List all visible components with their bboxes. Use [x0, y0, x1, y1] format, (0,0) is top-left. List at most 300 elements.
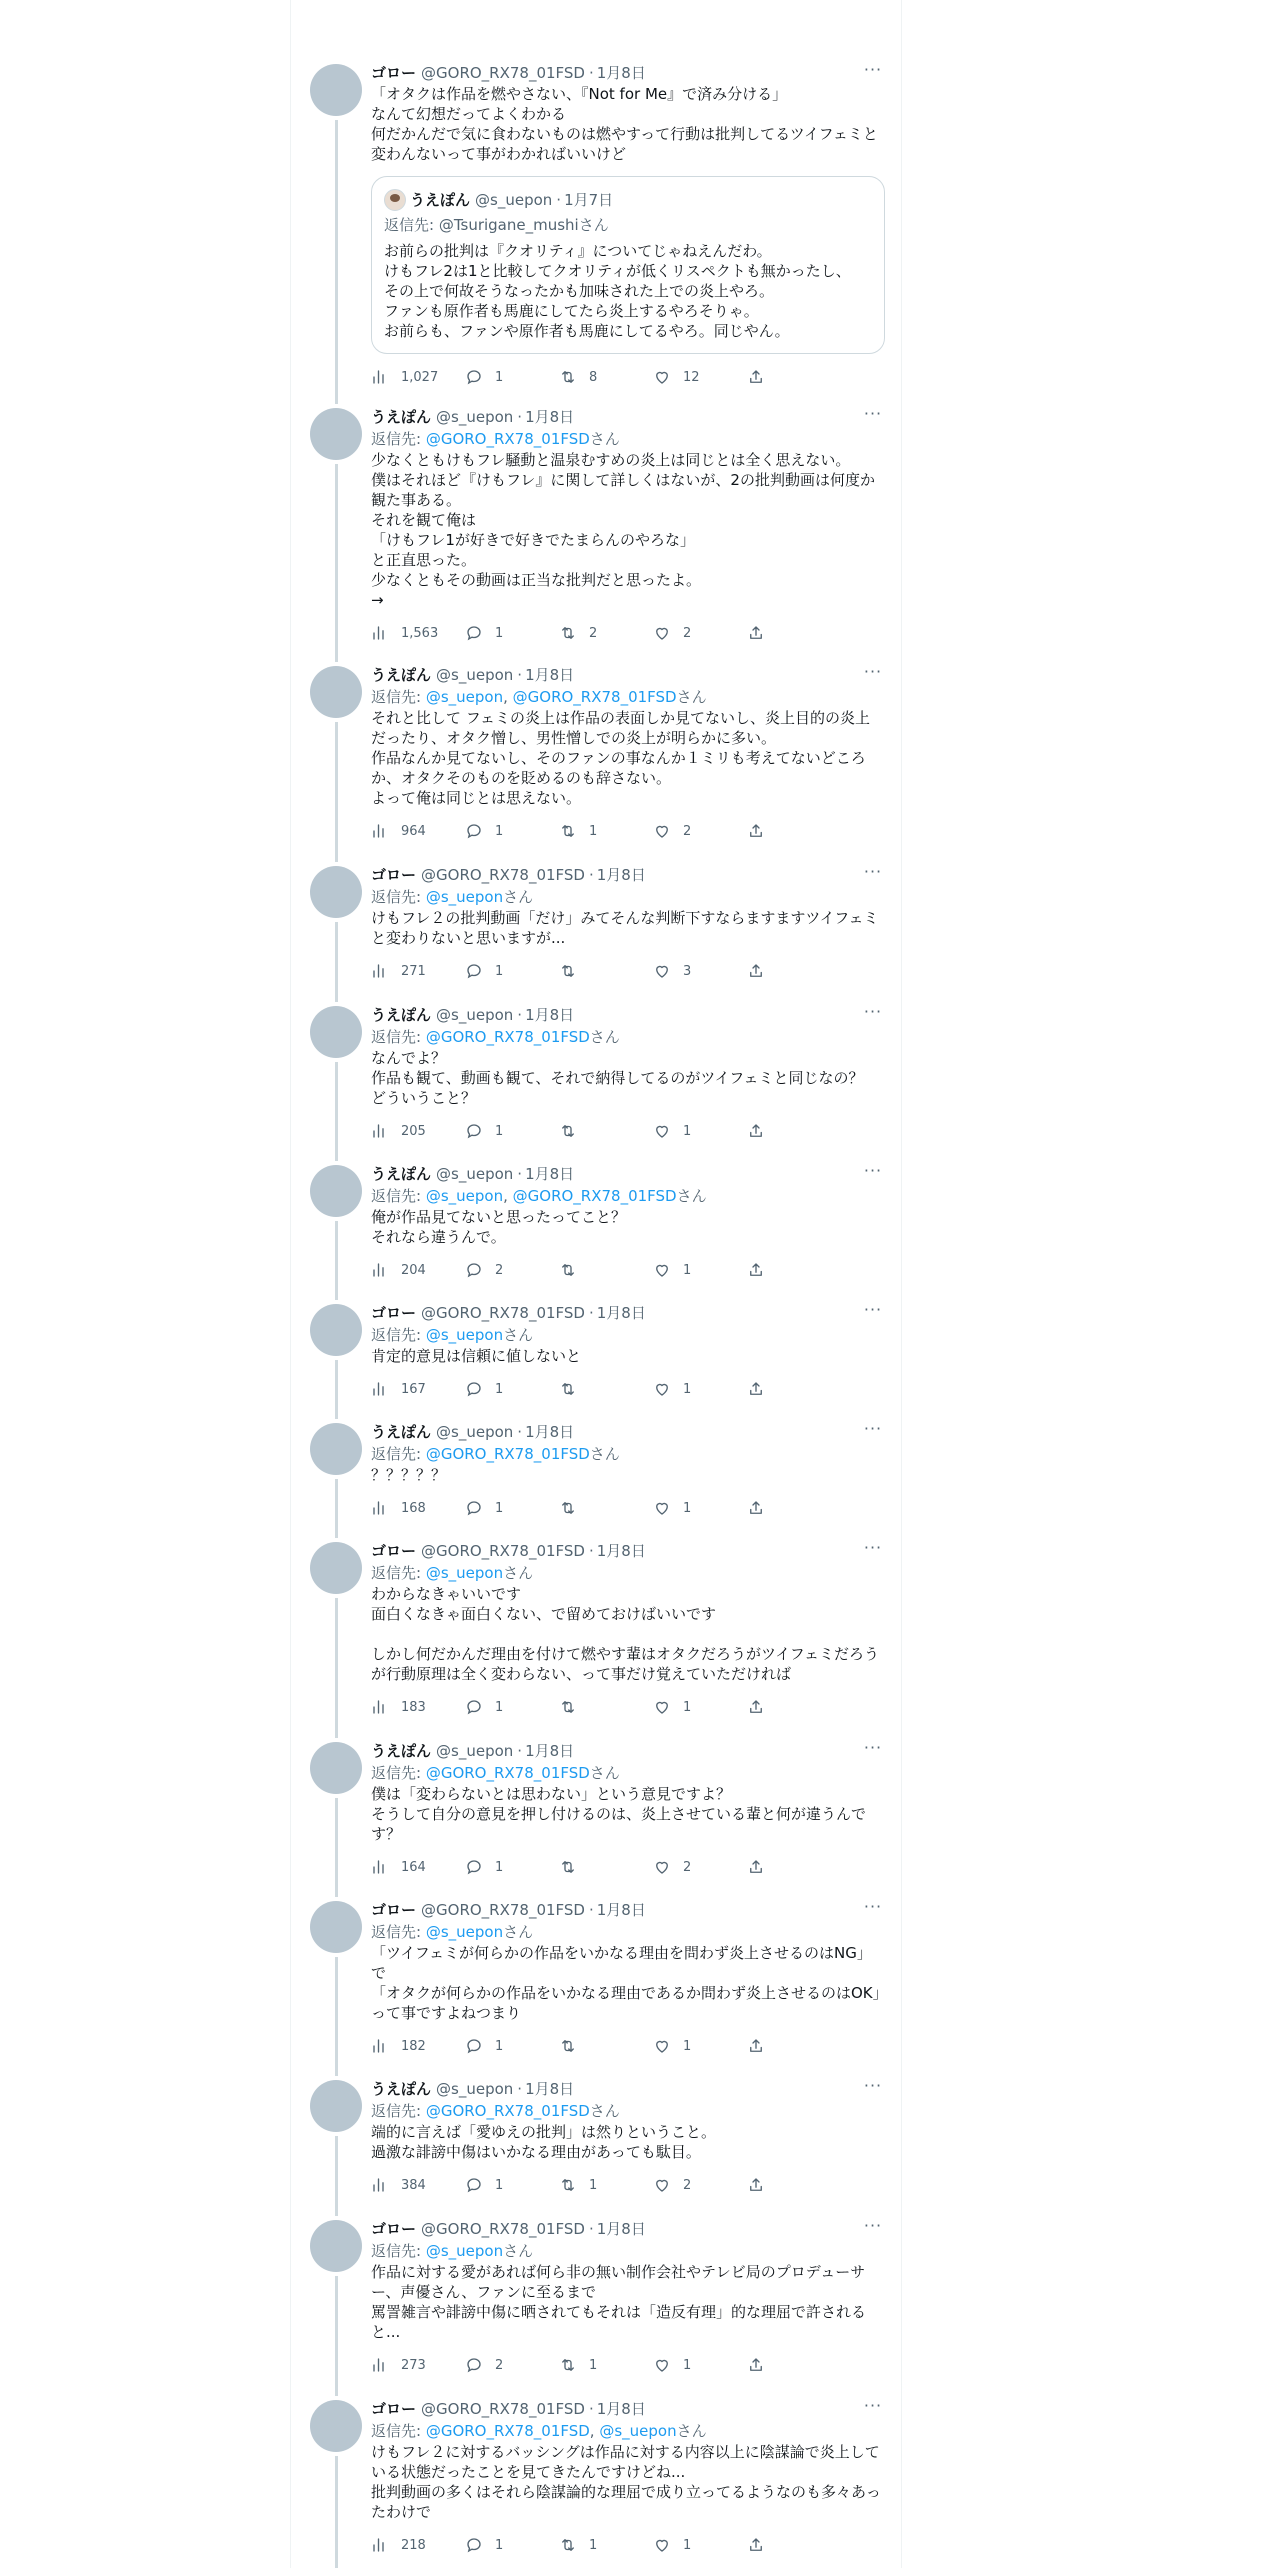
- views-icon[interactable]: [371, 1499, 389, 1517]
- author-name[interactable]: うえぽん: [371, 666, 432, 684]
- avatar[interactable]: [310, 1901, 362, 1953]
- retweet-icon[interactable]: [559, 368, 577, 386]
- quoted-author-name: うえぽん: [410, 191, 471, 209]
- share-action[interactable]: [747, 2176, 777, 2194]
- more-options-icon[interactable]: ···: [863, 1300, 883, 1319]
- share-action[interactable]: [747, 2356, 777, 2374]
- views-icon[interactable]: [371, 822, 389, 840]
- retweet-action[interactable]: [559, 2037, 589, 2055]
- reply-mention[interactable]: @GORO_RX78_01FSD: [425, 430, 590, 448]
- retweet-action[interactable]: [559, 368, 597, 386]
- tweet-time[interactable]: 1月8日: [525, 1423, 575, 1441]
- separator-dot: ·: [588, 1304, 594, 1322]
- reply-icon[interactable]: [465, 962, 483, 980]
- tweet-time[interactable]: 1月8日: [596, 1542, 646, 1560]
- reply-to: [371, 1562, 885, 1584]
- retweet-action[interactable]: [559, 2356, 597, 2374]
- retweet-action[interactable]: [559, 1122, 589, 1140]
- more-options-icon[interactable]: ···: [863, 1161, 883, 1180]
- reply-action[interactable]: [465, 962, 503, 980]
- more-options-icon[interactable]: ···: [863, 1538, 883, 1557]
- like-icon[interactable]: [653, 368, 671, 386]
- reply-separator: ,: [503, 688, 513, 706]
- avatar[interactable]: [310, 64, 362, 116]
- tweet-text: 「ツイフェミが何らかの作品をいかなる理由を問わず炎上させるのはNG」で 「オタクが何らかの作品をいかなる理由であるか問わず炎上させるのはOK」って事ですよねつまり: [371, 1944, 881, 2022]
- reply-mention[interactable]: @GORO_RX78_01FSD: [425, 2422, 590, 2440]
- like-icon[interactable]: [653, 962, 671, 980]
- retweet-action[interactable]: [559, 2536, 597, 2554]
- avatar[interactable]: [310, 2080, 362, 2132]
- views-icon[interactable]: [371, 1122, 389, 1140]
- tweet-content: [371, 1302, 885, 1400]
- reply-to: [371, 686, 885, 708]
- tweet-time[interactable]: 1月8日: [525, 1742, 575, 1760]
- share-icon[interactable]: [747, 1261, 765, 1279]
- reply-icon[interactable]: [465, 2536, 483, 2554]
- share-icon[interactable]: [747, 2037, 765, 2055]
- like-count: 1: [683, 1262, 692, 1278]
- like-icon[interactable]: [653, 2176, 671, 2194]
- views-action[interactable]: [371, 2176, 426, 2194]
- author-name[interactable]: うえぽん: [371, 1423, 432, 1441]
- reply-action[interactable]: [465, 2176, 503, 2194]
- tweet-content: [371, 1540, 885, 1718]
- share-action[interactable]: [747, 962, 777, 980]
- retweet-action[interactable]: [559, 624, 597, 642]
- share-icon[interactable]: [747, 2176, 765, 2194]
- avatar[interactable]: [310, 666, 362, 718]
- reply-icon[interactable]: [465, 2037, 483, 2055]
- reply-action[interactable]: [465, 1122, 503, 1140]
- reply-action[interactable]: [465, 1261, 503, 1279]
- avatar[interactable]: [310, 1542, 362, 1594]
- author-handle[interactable]: @s_uepon: [436, 1006, 514, 1024]
- tweet-time[interactable]: 1月8日: [525, 1165, 575, 1183]
- quoted-tweet[interactable]: [371, 176, 885, 354]
- author-name[interactable]: ゴロー: [371, 64, 417, 82]
- reply-mention[interactable]: @s_uepon: [425, 2242, 504, 2260]
- views-icon[interactable]: [371, 1858, 389, 1876]
- views-action[interactable]: [371, 624, 438, 642]
- tweet[interactable]: [291, 1740, 901, 1878]
- author-name[interactable]: うえぽん: [371, 1165, 432, 1183]
- views-icon[interactable]: [371, 1261, 389, 1279]
- views-icon[interactable]: [371, 1698, 389, 1716]
- reply-mention[interactable]: @s_uepon: [425, 888, 504, 906]
- retweet-action[interactable]: [559, 1380, 589, 1398]
- views-action[interactable]: [371, 1499, 426, 1517]
- reply-prefix: 返信先:: [371, 1028, 426, 1046]
- views-icon[interactable]: [371, 368, 389, 386]
- retweet-action[interactable]: [559, 822, 597, 840]
- like-icon[interactable]: [653, 624, 671, 642]
- avatar[interactable]: [310, 2220, 362, 2272]
- like-count: 3: [683, 963, 692, 979]
- reply-suffix: さん: [589, 1764, 620, 1782]
- avatar[interactable]: [310, 1165, 362, 1217]
- reply-icon[interactable]: [465, 2176, 483, 2194]
- tweet[interactable]: [291, 1004, 901, 1142]
- author-handle[interactable]: @s_uepon: [436, 666, 514, 684]
- reply-to: [371, 1026, 885, 1048]
- reply-mention[interactable]: @s_uepon: [425, 1564, 504, 1582]
- like-action[interactable]: [653, 624, 691, 642]
- more-options-icon[interactable]: ···: [863, 2076, 883, 2095]
- more-options-icon[interactable]: ···: [863, 862, 883, 881]
- share-icon[interactable]: [747, 1698, 765, 1716]
- reply-action[interactable]: [465, 1698, 503, 1716]
- reply-icon[interactable]: [465, 1698, 483, 1716]
- tweet-time[interactable]: 1月8日: [596, 64, 646, 82]
- reply-icon[interactable]: [465, 1858, 483, 1876]
- separator-dot: ·: [517, 2080, 523, 2098]
- views-action[interactable]: [371, 1858, 426, 1876]
- author-handle[interactable]: @GORO_RX78_01FSD: [421, 2400, 585, 2418]
- author-name[interactable]: ゴロー: [371, 1542, 417, 1560]
- tweet[interactable]: [291, 62, 901, 388]
- like-action[interactable]: [653, 2536, 691, 2554]
- tweet-time[interactable]: 1月8日: [525, 408, 575, 426]
- retweet-icon[interactable]: [559, 2356, 577, 2374]
- reply-mention[interactable]: @GORO_RX78_01FSD: [425, 2102, 590, 2120]
- tweet-content: [371, 62, 885, 388]
- separator-dot: ·: [517, 1423, 523, 1441]
- reply-action[interactable]: [465, 2356, 503, 2374]
- tweet-text: 端的に言えば「愛ゆえの批判」は然りということ。 過激な誹謗中傷はいかなる理由があっても駄目。: [371, 2123, 717, 2161]
- author-handle[interactable]: @GORO_RX78_01FSD: [421, 1901, 585, 1919]
- share-icon[interactable]: [747, 1499, 765, 1517]
- quoted-header: [384, 189, 872, 211]
- avatar[interactable]: [310, 2400, 362, 2452]
- tweet[interactable]: [291, 1540, 901, 1718]
- reply-mention[interactable]: @s_uepon: [425, 1326, 504, 1344]
- like-action[interactable]: [653, 1261, 691, 1279]
- like-icon[interactable]: [653, 2536, 671, 2554]
- tweet-text: けもフレ２の批判動画「だけ」みてそんな判断下すならますますツイフェミと変わりないと思いますが...: [371, 909, 879, 947]
- share-action[interactable]: [747, 1499, 777, 1517]
- retweet-icon[interactable]: [559, 1698, 577, 1716]
- views-icon[interactable]: [371, 2356, 389, 2374]
- author-handle[interactable]: @GORO_RX78_01FSD: [421, 1304, 585, 1322]
- author-handle[interactable]: @s_uepon: [436, 1742, 514, 1760]
- author-handle[interactable]: @GORO_RX78_01FSD: [421, 1542, 585, 1560]
- author-name[interactable]: ゴロー: [371, 2400, 417, 2418]
- author-name[interactable]: うえぽん: [371, 1742, 432, 1760]
- views-action[interactable]: [371, 1122, 426, 1140]
- like-action[interactable]: [653, 962, 691, 980]
- like-action[interactable]: [653, 1380, 691, 1398]
- author-handle[interactable]: @GORO_RX78_01FSD: [421, 64, 585, 82]
- author-name[interactable]: うえぽん: [371, 2080, 432, 2098]
- reply-prefix: 返信先:: [371, 430, 426, 448]
- like-icon[interactable]: [653, 1499, 671, 1517]
- tweet-time[interactable]: 1月8日: [596, 866, 646, 884]
- like-action[interactable]: [653, 2356, 691, 2374]
- views-action[interactable]: [371, 2037, 426, 2055]
- share-action[interactable]: [747, 1858, 777, 1876]
- reply-action[interactable]: [465, 2536, 503, 2554]
- like-action[interactable]: [653, 1698, 691, 1716]
- retweet-action[interactable]: [559, 1698, 589, 1716]
- share-action[interactable]: [747, 822, 777, 840]
- retweet-action[interactable]: [559, 1858, 589, 1876]
- like-action[interactable]: [653, 2037, 691, 2055]
- retweet-action[interactable]: [559, 2176, 597, 2194]
- like-count: 2: [683, 625, 692, 641]
- reply-action[interactable]: [465, 822, 503, 840]
- more-options-icon[interactable]: ···: [863, 404, 883, 423]
- author-name[interactable]: ゴロー: [371, 1304, 417, 1322]
- reply-count: 1: [495, 2537, 504, 2553]
- tweet[interactable]: [291, 1302, 901, 1400]
- more-options-icon[interactable]: ···: [863, 60, 883, 79]
- retweet-icon[interactable]: [559, 962, 577, 980]
- retweet-icon[interactable]: [559, 1380, 577, 1398]
- retweet-icon[interactable]: [559, 2176, 577, 2194]
- tweet[interactable]: [291, 864, 901, 982]
- views-action[interactable]: [371, 1261, 426, 1279]
- avatar[interactable]: [310, 1742, 362, 1794]
- tweet-content: [371, 1421, 885, 1519]
- views-action[interactable]: [371, 1380, 426, 1398]
- author-handle[interactable]: @GORO_RX78_01FSD: [421, 2220, 585, 2238]
- share-action[interactable]: [747, 1380, 777, 1398]
- share-icon[interactable]: [747, 822, 765, 840]
- share-icon[interactable]: [747, 1380, 765, 1398]
- reply-suffix: さん: [503, 1326, 534, 1344]
- like-action[interactable]: [653, 822, 691, 840]
- tweet-time[interactable]: 1月8日: [596, 2400, 646, 2418]
- views-count: 183: [401, 1699, 426, 1715]
- reply-count: 1: [495, 823, 504, 839]
- reply-icon[interactable]: [465, 1499, 483, 1517]
- like-icon[interactable]: [653, 1858, 671, 1876]
- like-action[interactable]: [653, 2176, 691, 2194]
- reply-action[interactable]: [465, 2037, 503, 2055]
- retweet-action[interactable]: [559, 1499, 589, 1517]
- share-icon[interactable]: [747, 2356, 765, 2374]
- views-icon[interactable]: [371, 624, 389, 642]
- avatar[interactable]: [310, 1006, 362, 1058]
- tweet-header: [371, 2398, 885, 2420]
- reply-prefix: 返信先:: [371, 1445, 426, 1463]
- more-options-icon[interactable]: ···: [863, 1738, 883, 1757]
- author-handle[interactable]: @s_uepon: [436, 2080, 514, 2098]
- views-icon[interactable]: [371, 962, 389, 980]
- share-action[interactable]: [747, 624, 777, 642]
- share-action[interactable]: [747, 1122, 777, 1140]
- views-action[interactable]: [371, 822, 426, 840]
- author-name[interactable]: ゴロー: [371, 2220, 417, 2238]
- reply-prefix: 返信先:: [371, 1764, 426, 1782]
- avatar[interactable]: [310, 1423, 362, 1475]
- share-action[interactable]: [747, 1261, 777, 1279]
- avatar[interactable]: [310, 1304, 362, 1356]
- share-icon[interactable]: [747, 1858, 765, 1876]
- tweet-text: 少なくともけもフレ騒動と温泉むすめの炎上は同じとは全く思えない。 僕はそれほど『けもフレ』に関して詳しくはないが、2の批判動画は何度か観た事ある。 それを観て俺は 「けもフレ1が好きで好きでたまらんのやろな」 と正直思った。 少なくともその動画は正当な批判だと思ったよ。 →: [371, 451, 875, 609]
- reply-action[interactable]: [465, 1499, 503, 1517]
- reply-icon[interactable]: [465, 1261, 483, 1279]
- retweet-icon[interactable]: [559, 1122, 577, 1140]
- tweet[interactable]: [291, 1899, 901, 2057]
- reply-count: 1: [495, 963, 504, 979]
- tweet-time[interactable]: 1月8日: [525, 2080, 575, 2098]
- like-icon[interactable]: [653, 2037, 671, 2055]
- reply-suffix: さん: [676, 1187, 707, 1205]
- reply-mention[interactable]: @GORO_RX78_01FSD: [425, 1028, 590, 1046]
- reply-action[interactable]: [465, 624, 503, 642]
- author-handle[interactable]: @GORO_RX78_01FSD: [421, 866, 585, 884]
- views-icon[interactable]: [371, 2176, 389, 2194]
- reply-mention[interactable]: @GORO_RX78_01FSD: [512, 1187, 677, 1205]
- like-icon[interactable]: [653, 1122, 671, 1140]
- reply-icon[interactable]: [465, 624, 483, 642]
- like-icon[interactable]: [653, 1380, 671, 1398]
- tweet-content: [371, 406, 885, 644]
- action-bar: [371, 2035, 885, 2057]
- action-bar: [371, 960, 885, 982]
- reply-mention[interactable]: @s_uepon: [425, 1923, 504, 1941]
- reply-icon[interactable]: [465, 1122, 483, 1140]
- tweet[interactable]: [291, 664, 901, 842]
- author-name[interactable]: ゴロー: [371, 866, 417, 884]
- reply-count: 2: [495, 1262, 504, 1278]
- more-options-icon[interactable]: ···: [863, 1897, 883, 1916]
- share-icon[interactable]: [747, 1122, 765, 1140]
- reply-icon[interactable]: [465, 368, 483, 386]
- tweet[interactable]: [291, 1421, 901, 1519]
- reply-action[interactable]: [465, 1380, 503, 1398]
- reply-to: [371, 2420, 885, 2442]
- views-action[interactable]: [371, 368, 438, 386]
- tweet-content: [371, 1899, 885, 2057]
- like-action[interactable]: [653, 368, 700, 386]
- retweet-icon[interactable]: [559, 1261, 577, 1279]
- author-handle[interactable]: @s_uepon: [436, 1165, 514, 1183]
- retweet-icon[interactable]: [559, 1499, 577, 1517]
- share-icon[interactable]: [747, 368, 765, 386]
- reply-suffix: さん: [503, 1564, 534, 1582]
- action-bar: [371, 1120, 885, 1142]
- views-action[interactable]: [371, 2356, 426, 2374]
- reply-mention[interactable]: @s_uepon: [425, 1187, 504, 1205]
- views-action[interactable]: [371, 1698, 426, 1716]
- like-count: 1: [683, 1500, 692, 1516]
- more-options-icon[interactable]: ···: [863, 1419, 883, 1438]
- tweet-text: 俺が作品見てないと思ったってこと？ それなら違うんで。: [371, 1208, 627, 1246]
- share-icon[interactable]: [747, 624, 765, 642]
- share-action[interactable]: [747, 2536, 777, 2554]
- like-icon[interactable]: [653, 2356, 671, 2374]
- tweet[interactable]: [291, 2398, 901, 2556]
- reply-suffix: さん: [589, 430, 620, 448]
- share-action[interactable]: [747, 2037, 777, 2055]
- share-action[interactable]: [747, 368, 777, 386]
- more-options-icon[interactable]: ···: [863, 1002, 883, 1021]
- retweet-icon[interactable]: [559, 1858, 577, 1876]
- tweet-header: [371, 2078, 885, 2100]
- retweet-icon[interactable]: [559, 2536, 577, 2554]
- like-action[interactable]: [653, 1858, 691, 1876]
- tweet-time[interactable]: 1月8日: [596, 1901, 646, 1919]
- reply-prefix: 返信先:: [371, 2102, 426, 2120]
- share-icon[interactable]: [747, 962, 765, 980]
- views-action[interactable]: [371, 2536, 426, 2554]
- author-handle[interactable]: @s_uepon: [436, 1423, 514, 1441]
- reply-mention[interactable]: @GORO_RX78_01FSD: [425, 1445, 590, 1463]
- share-icon[interactable]: [747, 2536, 765, 2554]
- more-options-icon[interactable]: ···: [863, 2216, 883, 2235]
- tweet[interactable]: [291, 406, 901, 644]
- like-action[interactable]: [653, 1122, 691, 1140]
- author-handle[interactable]: @s_uepon: [436, 408, 514, 426]
- author-name[interactable]: うえぽん: [371, 1006, 432, 1024]
- more-options-icon[interactable]: ···: [863, 2396, 883, 2415]
- views-icon[interactable]: [371, 2536, 389, 2554]
- reply-prefix: 返信先:: [371, 1564, 426, 1582]
- reply-separator: ,: [503, 1187, 513, 1205]
- views-icon[interactable]: [371, 1380, 389, 1398]
- views-count: 1,563: [401, 625, 439, 641]
- reply-icon[interactable]: [465, 1380, 483, 1398]
- retweet-icon[interactable]: [559, 822, 577, 840]
- author-name[interactable]: ゴロー: [371, 1901, 417, 1919]
- retweet-action[interactable]: [559, 962, 589, 980]
- views-count: 164: [401, 1859, 426, 1875]
- more-options-icon[interactable]: ···: [863, 662, 883, 681]
- tweet-content: [371, 1740, 885, 1878]
- retweet-action[interactable]: [559, 1261, 589, 1279]
- reply-count: 1: [495, 1699, 504, 1715]
- reply-mention[interactable]: @GORO_RX78_01FSD: [512, 688, 677, 706]
- share-action[interactable]: [747, 1698, 777, 1716]
- separator-dot: ·: [517, 1006, 523, 1024]
- reply-icon[interactable]: [465, 2356, 483, 2374]
- tweet[interactable]: [291, 2078, 901, 2196]
- like-icon[interactable]: [653, 822, 671, 840]
- reply-mention[interactable]: @GORO_RX78_01FSD: [425, 1764, 590, 1782]
- tweet-content: [371, 2398, 885, 2556]
- tweet-header: [371, 1740, 885, 1762]
- retweet-icon[interactable]: [559, 2037, 577, 2055]
- like-count: 12: [683, 369, 700, 385]
- separator-dot: ·: [588, 1901, 594, 1919]
- retweet-count: 8: [589, 369, 598, 385]
- author-name[interactable]: うえぽん: [371, 408, 432, 426]
- reply-action[interactable]: [465, 368, 503, 386]
- tweet-time[interactable]: 1月8日: [596, 2220, 646, 2238]
- retweet-icon[interactable]: [559, 624, 577, 642]
- like-icon[interactable]: [653, 1261, 671, 1279]
- tweet-time[interactable]: 1月8日: [525, 1006, 575, 1024]
- reply-mention[interactable]: @s_uepon: [425, 688, 504, 706]
- tweet-time[interactable]: 1月8日: [525, 666, 575, 684]
- views-action[interactable]: [371, 962, 426, 980]
- views-icon[interactable]: [371, 2037, 389, 2055]
- like-icon[interactable]: [653, 1698, 671, 1716]
- tweet[interactable]: [291, 1163, 901, 1281]
- reply-action[interactable]: [465, 1858, 503, 1876]
- tweet-time[interactable]: 1月8日: [596, 1304, 646, 1322]
- avatar[interactable]: [310, 408, 362, 460]
- quoted-avatar: [384, 189, 406, 211]
- reply-icon[interactable]: [465, 822, 483, 840]
- avatar[interactable]: [310, 866, 362, 918]
- like-action[interactable]: [653, 1499, 691, 1517]
- reply-mention[interactable]: @s_uepon: [599, 2422, 677, 2440]
- reply-count: 1: [495, 1859, 504, 1875]
- tweet[interactable]: [291, 2218, 901, 2376]
